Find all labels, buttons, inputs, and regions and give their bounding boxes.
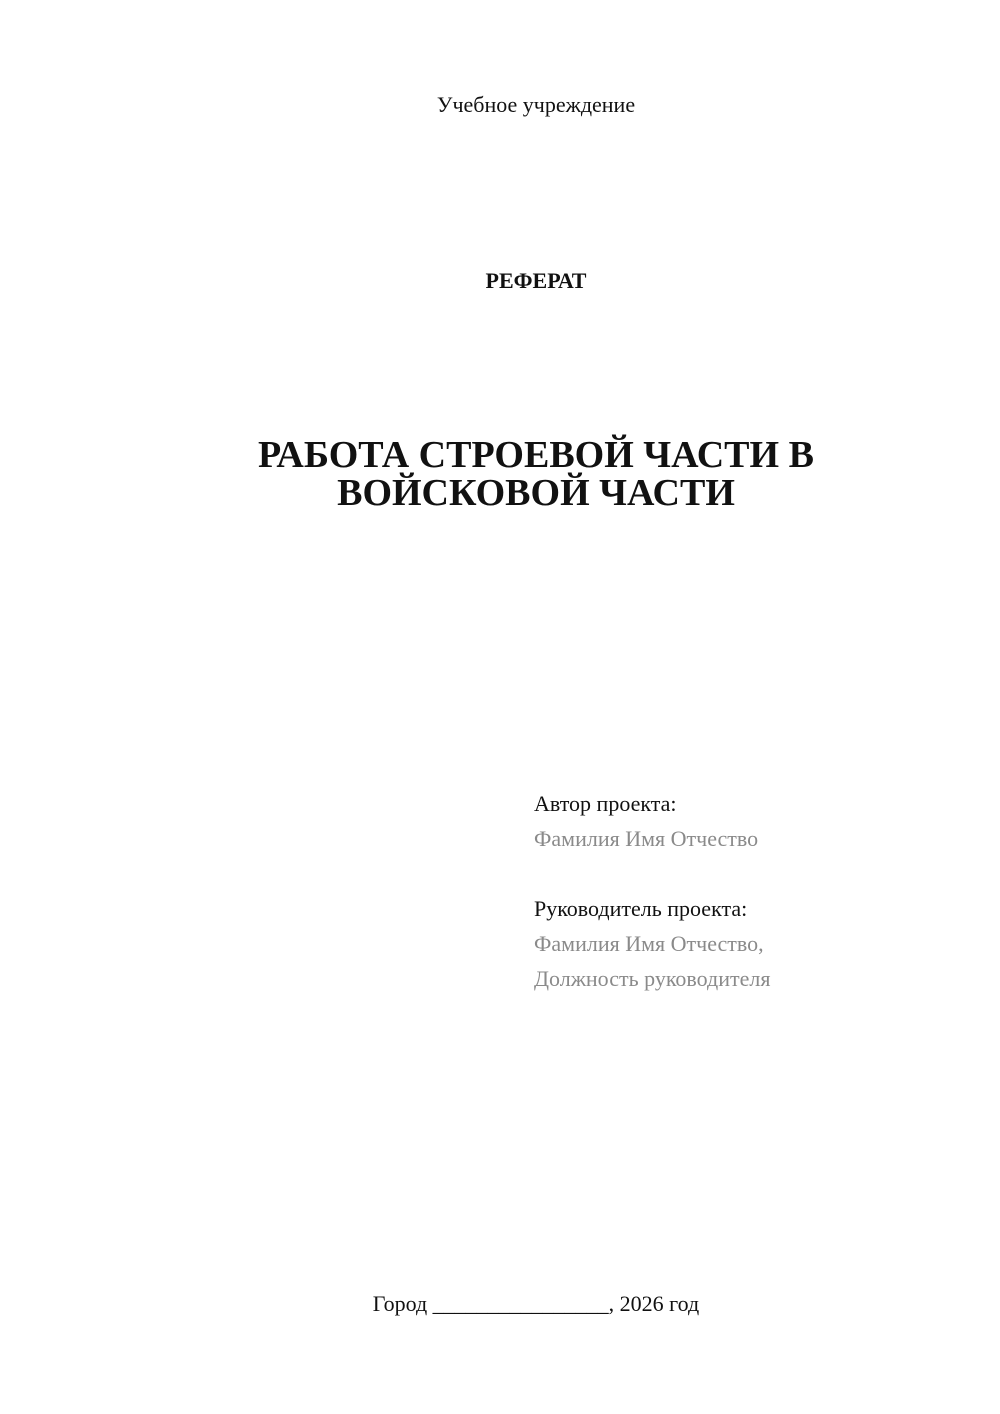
document-type: РЕФЕРАТ — [485, 268, 587, 293]
author-name: Фамилия Имя Отчество — [534, 826, 759, 851]
author-label: Автор проекта: — [534, 791, 677, 816]
document-title-line-1: РАБОТА СТРОЕВОЙ ЧАСТИ В — [258, 434, 814, 476]
supervisor-position: Должность руководителя — [534, 966, 771, 991]
institution-name: Учебное учреждение — [436, 92, 636, 117]
supervisor-block — [534, 891, 974, 996]
supervisor-name: Фамилия Имя Отчество, — [534, 931, 764, 956]
author-block — [534, 786, 974, 856]
city-year-line: Город ________________, 2026 год — [372, 1291, 700, 1316]
supervisor-label: Руководитель проекта: — [534, 896, 748, 921]
document-title — [206, 436, 866, 512]
document-title-line-2: ВОЙСКОВОЙ ЧАСТИ — [337, 472, 735, 514]
